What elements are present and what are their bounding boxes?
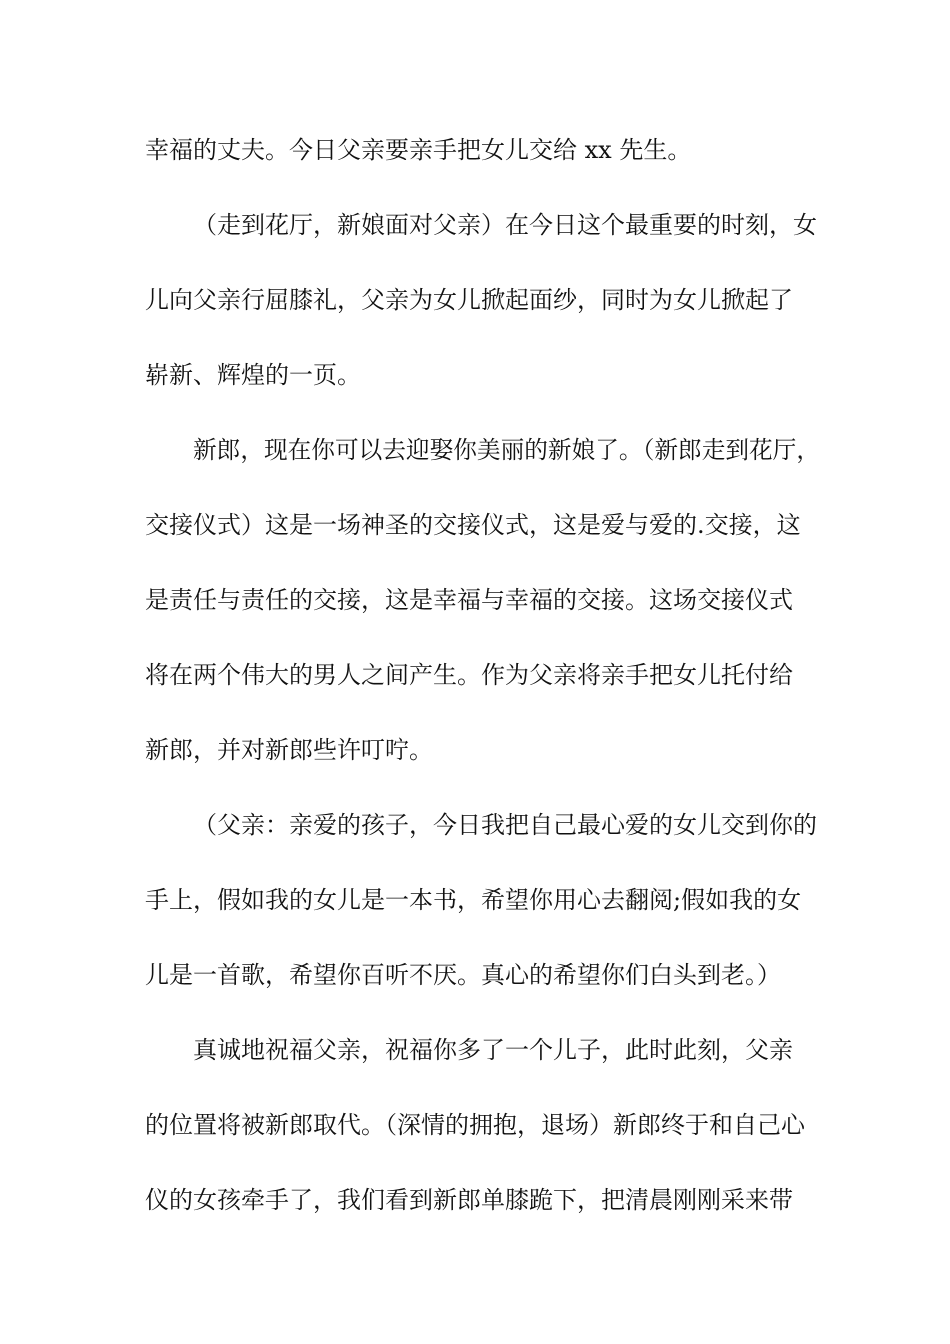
text-line-12: 儿是一首歌，希望你百听不厌。真心的希望你们白头到老。） — [145, 961, 781, 989]
text-line-14: 的位置将被新郎取代。（深情的拥抱，退场）新郎终于和自己心 — [145, 1111, 805, 1139]
text-line-11: 手上，假如我的女儿是一本书，希望你用心去翻阅;假如我的女 — [145, 886, 802, 914]
text-line-2: （走到花厅，新娘面对父亲）在今日这个最重要的时刻，女 — [193, 211, 817, 239]
text-line-9: 新郎，并对新郎些许叮咛。 — [145, 736, 433, 764]
text-line-8: 将在两个伟大的男人之间产生。作为父亲将亲手把女儿托付给 — [145, 661, 793, 689]
text-line-10: （父亲：亲爱的孩子，今日我把自己最心爱的女儿交到你的 — [193, 811, 817, 839]
text-line-13: 真诚地祝福父亲，祝福你多了一个儿子，此时此刻，父亲 — [193, 1036, 793, 1064]
text-line-3: 儿向父亲行屈膝礼，父亲为女儿掀起面纱，同时为女儿掀起了 — [145, 286, 793, 314]
text-line-6: 交接仪式）这是一场神圣的交接仪式，这是爱与爱的.交接，这 — [145, 511, 801, 539]
text-line-5: 新郎，现在你可以去迎娶你美丽的新娘了。（新郎走到花厅， — [193, 436, 820, 464]
text-line-7: 是责任与责任的交接，这是幸福与幸福的交接。这场交接仪式 — [145, 586, 793, 614]
text-line-4: 崭新、辉煌的一页。 — [145, 361, 361, 389]
text-line-1: 幸福的丈夫。今日父亲要亲手把女儿交给 xx 先生。 — [145, 136, 692, 164]
text-line-15: 仪的女孩牵手了，我们看到新郎单膝跪下，把清晨刚刚采来带 — [145, 1186, 793, 1214]
